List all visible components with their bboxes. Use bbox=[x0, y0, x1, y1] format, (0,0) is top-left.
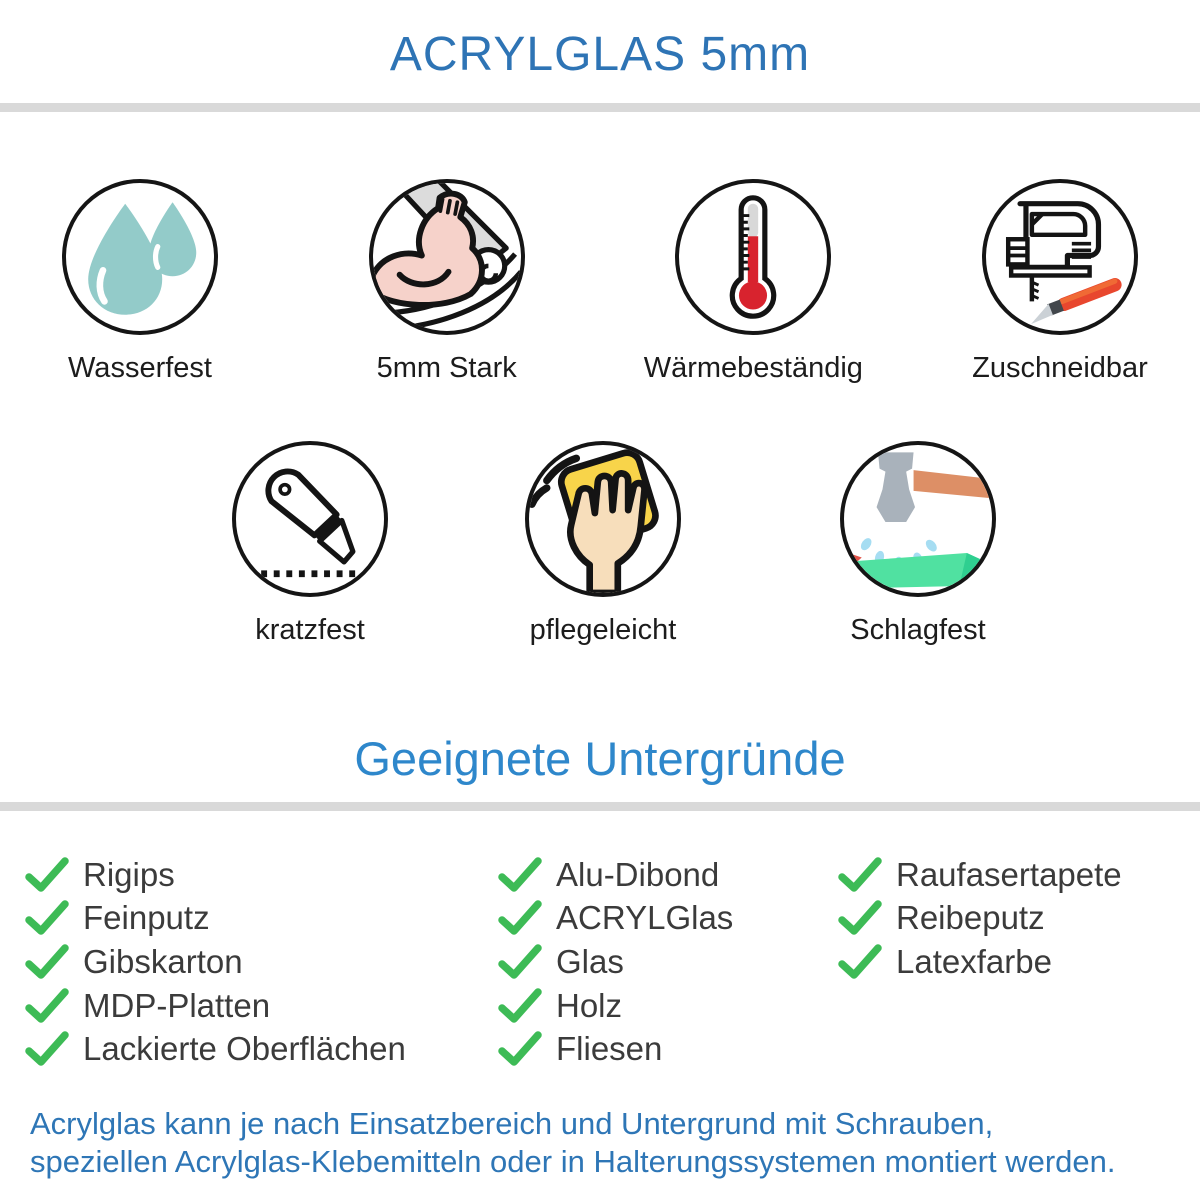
green-checkmark-icon bbox=[838, 857, 882, 893]
water-drops-icon bbox=[62, 179, 218, 335]
list-item bbox=[498, 897, 838, 941]
feature-label: kratzfest bbox=[255, 614, 365, 646]
feature-row-1 bbox=[0, 179, 1200, 385]
substrate-column-1 bbox=[25, 853, 498, 1071]
list-item bbox=[498, 1027, 838, 1071]
cleaning-hand-icon bbox=[525, 441, 681, 597]
list-item bbox=[25, 897, 498, 941]
substrate-column-3 bbox=[838, 853, 1200, 1071]
green-checkmark-icon bbox=[498, 900, 542, 936]
substrate-label: Lackierte Oberflächen bbox=[83, 1030, 406, 1068]
page-title: ACRYLGLAS 5mm bbox=[389, 28, 811, 81]
substrate-label: Raufasertapete bbox=[896, 855, 1122, 893]
green-checkmark-icon bbox=[25, 1031, 69, 1067]
feature-label: Wärmebeständig bbox=[643, 352, 863, 384]
list-item bbox=[838, 853, 1200, 897]
utility-knife-icon bbox=[232, 441, 388, 597]
feature-label: Wasserfest bbox=[68, 352, 212, 384]
section-heading-untergruende: Geeignete Untergründe bbox=[354, 732, 846, 785]
green-checkmark-icon bbox=[838, 944, 882, 980]
feature-wasserfest bbox=[40, 179, 240, 385]
substrate-label: MDP-Platten bbox=[83, 986, 271, 1024]
feature-label: Schlagfest bbox=[850, 614, 986, 646]
substrate-label: Alu-Dibond bbox=[556, 855, 720, 893]
list-item bbox=[498, 853, 838, 897]
feature-row-2 bbox=[0, 441, 1200, 647]
substrate-label: Fliesen bbox=[556, 1030, 663, 1068]
thermometer-icon bbox=[675, 179, 831, 335]
feature-kratzfest bbox=[210, 441, 410, 647]
feature-schlagfest bbox=[818, 441, 1018, 647]
green-checkmark-icon bbox=[498, 1031, 542, 1067]
list-item bbox=[838, 897, 1200, 941]
feature-waermebestaendig bbox=[643, 179, 863, 385]
green-checkmark-icon bbox=[25, 988, 69, 1024]
green-checkmark-icon bbox=[25, 944, 69, 980]
green-checkmark-icon bbox=[25, 900, 69, 936]
list-item bbox=[838, 940, 1200, 984]
list-item bbox=[498, 984, 838, 1028]
mounting-note-line-2: speziellen Acrylglas-Klebemitteln oder in Halterungssystemen montiert werden. bbox=[30, 1143, 1116, 1179]
jigsaw-knife-icon bbox=[982, 179, 1138, 335]
divider bbox=[0, 802, 1200, 811]
feature-label: pflegeleicht bbox=[529, 614, 677, 646]
mounting-note-line-1: Acrylglas kann je nach Einsatzbereich und Untergrund mit Schrauben, bbox=[30, 1105, 994, 1141]
substrate-column-2 bbox=[498, 853, 838, 1071]
substrate-label: Latexfarbe bbox=[896, 942, 1052, 980]
hammer-impact-icon bbox=[840, 441, 996, 597]
substrate-label: Gibskarton bbox=[83, 942, 243, 980]
substrate-label: Holz bbox=[556, 986, 623, 1024]
green-checkmark-icon bbox=[498, 944, 542, 980]
feature-label: 5mm Stark bbox=[376, 352, 517, 384]
green-checkmark-icon bbox=[498, 988, 542, 1024]
feature-pflegeleicht bbox=[503, 441, 703, 647]
divider bbox=[0, 103, 1200, 112]
substrate-label: ACRYLGlas bbox=[556, 899, 734, 937]
muscle-arm-icon bbox=[369, 179, 525, 335]
list-item bbox=[498, 940, 838, 984]
substrate-label: Rigips bbox=[83, 855, 175, 893]
substrate-label: Reibeputz bbox=[896, 899, 1045, 937]
list-item bbox=[25, 1027, 498, 1071]
mounting-note bbox=[0, 1105, 1200, 1181]
green-checkmark-icon bbox=[838, 900, 882, 936]
green-checkmark-icon bbox=[25, 857, 69, 893]
list-item bbox=[25, 940, 498, 984]
substrate-label: Glas bbox=[556, 942, 624, 980]
feature-label: Zuschneidbar bbox=[972, 352, 1148, 384]
feature-5mm-stark bbox=[347, 179, 547, 385]
list-item bbox=[25, 853, 498, 897]
list-item bbox=[25, 984, 498, 1028]
feature-zuschneidbar bbox=[960, 179, 1160, 385]
green-checkmark-icon bbox=[498, 857, 542, 893]
substrate-label: Feinputz bbox=[83, 899, 210, 937]
substrate-checklist bbox=[0, 853, 1200, 1071]
